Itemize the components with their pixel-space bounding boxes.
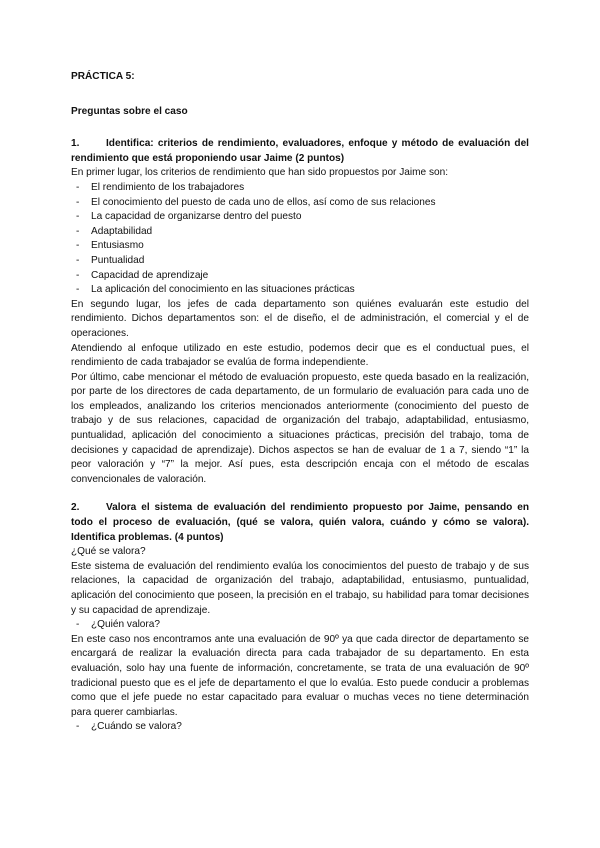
question-2-heading [71,501,529,545]
list-item: - Puntualidad [71,254,529,269]
approach-paragraph: Atendiendo al enfoque utilizado en este estudio, podemos decir que es el conductual pues, el rendimiento de cada trabajador se evalúa de forma independiente. [71,342,529,369]
list-item: - Adaptabilidad [71,225,529,240]
who-paragraph: En este caso nos encontramos ante una evaluación de 90º ya que cada director de departamento se encargará de realizar la evaluación directa para cada trabajador de su departamento. En esta evaluación, solo hay una fuente de información, concretamente, se trata de una evaluación de 90º tradicional puesto que es el jefe de departamento el que lo evalúa. Esto puede conducir a problemas como que el jefe puede no estar capacitado para evaluar o muchas veces no tiene determinación para querer cambiarlas. [71,633,529,718]
criteria-list [71,181,529,298]
question-1-text: Identifica: criterios de rendimiento, evaluadores, enfoque y método de evaluación del rendimiento que está proponiendo usar Jaime (2 puntos) [71,138,529,164]
when-question: - ¿Cuándo se valora? [71,720,529,735]
practice-title: PRÁCTICA 5: [71,71,135,82]
list-item: - El rendimiento de los trabajadores [71,181,529,196]
when-list [71,720,529,735]
question-1-heading [71,137,529,166]
evaluators-paragraph: En segundo lugar, los jefes de cada departamento son quiénes evaluarán este estudio del rendimiento. Dichos departamentos son: el de diseño, el de administración, el comercial y el de operaciones. [71,298,529,339]
question-2-number: 2. [71,502,80,514]
list-item: - La capacidad de organizarse dentro del puesto [71,210,529,225]
list-item: - El conocimiento del puesto de cada uno de ellos, así como de sus relaciones [71,196,529,211]
method-paragraph: Por último, cabe mencionar el método de evaluación propuesto, este queda basado en la realización, por parte de los directores de cada departamento, de un formulario de evaluación para cada uno de los empleados, analizando los criterios mencionados anteriormente (conocimiento del puesto de trabajo y de sus relaciones, capacidad de organización del trabajo, adaptabilidad, entusiasmo, puntualidad, aplicación del conocimiento a situaciones prácticas, precisión del trabajo, toma de decisiones y capacidad de aprendizaje). Dichos aspectos se han de evaluar de 1 a 7, siendo “1” la peor valoración y “7” la mejor. Así pues, esta descripción encaja con el método de escalas convencionales de valoración. [71,371,529,485]
who-question: - ¿Quién valora? [71,618,529,633]
criteria-intro: En primer lugar, los criterios de rendimiento que han sido propuestos por Jaime son: [71,167,449,179]
what-question: ¿Qué se valora? [71,546,146,558]
who-list [71,618,529,633]
section-subtitle: Preguntas sobre el caso [71,105,188,117]
list-item: - Entusiasmo [71,239,529,254]
question-2-text: Valora el sistema de evaluación del rendimiento propuesto por Jaime, pensando en todo el proceso de evaluación, (qué se valora, quién valora, cuándo y cómo se valora). Identifica problemas. (4 puntos) [71,502,529,543]
question-1-number: 1. [71,138,80,150]
list-item: - La aplicación del conocimiento en las situaciones prácticas [71,283,529,298]
what-paragraph: Este sistema de evaluación del rendimiento evalúa los conocimientos del puesto de trabajo y de sus relaciones, la capacidad de organización del trabajo, adaptabilidad, entusiasmo, puntualidad, aplicación del conocimiento que poseen, la precisión en el trabajo, su habilidad para tomar decisiones y su capacidad de aprendizaje. [71,560,529,616]
list-item: - Capacidad de aprendizaje [71,269,529,284]
